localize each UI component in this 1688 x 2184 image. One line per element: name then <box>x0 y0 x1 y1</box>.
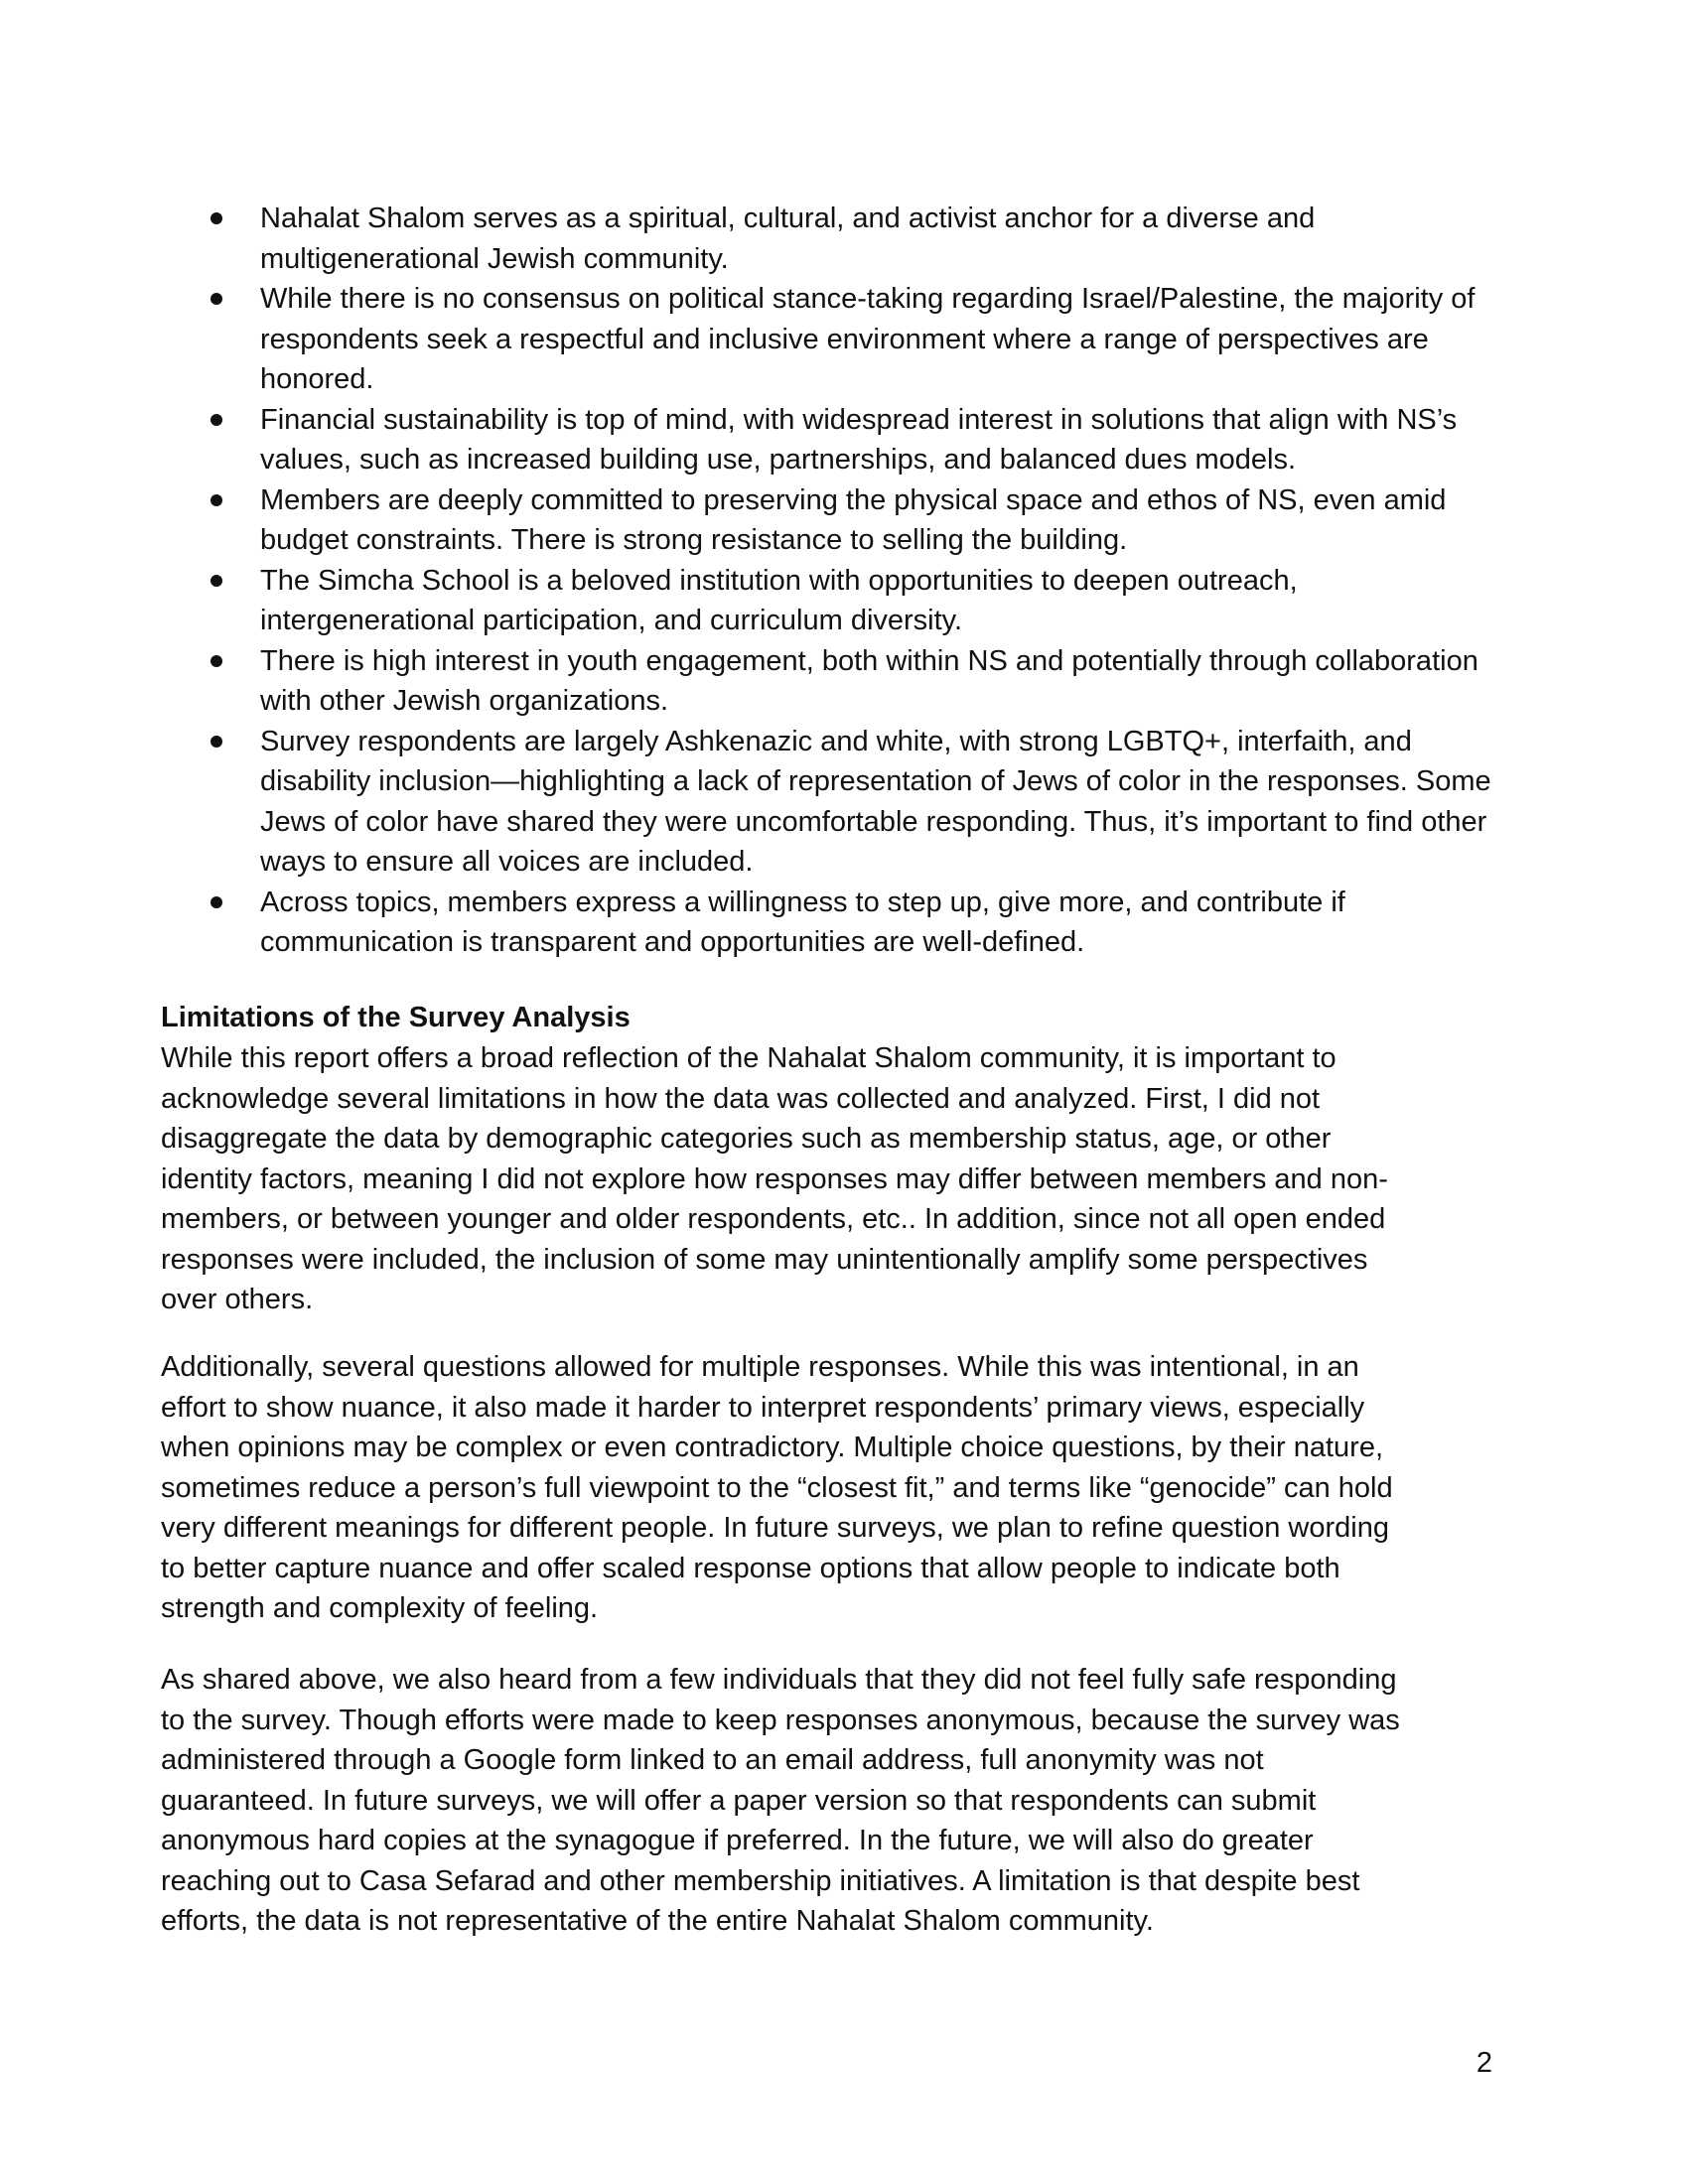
list-item-text: While there is no consensus on political stance-taking regarding Israel/Palestine, the majority of respondents seek a respectful and inclusive environment where a range of perspectives are honored. <box>260 283 1476 395</box>
bullet-icon <box>211 212 222 224</box>
list-item <box>161 883 1491 963</box>
key-findings-list <box>161 199 1491 963</box>
list-item <box>161 199 1491 279</box>
list-item <box>161 561 1491 641</box>
list-item-text: Survey respondents are largely Ashkenazic and white, with strong LGBTQ+, interfaith, and disability inclusion—highlighting a lack of representation of Jews of color in the responses. Some Jews of color have shared they were uncomfortable responding. Thus, it’s important to find other ways to ensure all voices are included. <box>260 725 1491 878</box>
bullet-icon <box>211 896 222 908</box>
limitations-paragraph-3: As shared above, we also heard from a few individuals that they did not feel fully safe responding to the survey. Though efforts were made to keep responses anonymous, because the survey was administered through a Google form linked to an email address, full anonymity was not guaranteed. In future surveys, we will offer a paper version so that respondents can submit anonymous hard copies at the synagogue if preferred. In the future, we will also do greater reaching out to Casa Sefarad and other membership initiatives. A limitation is that despite best efforts, the data is not representative of the entire Nahalat Shalom community. <box>161 1664 1400 1937</box>
bullet-icon <box>211 655 222 667</box>
list-item <box>161 279 1491 400</box>
list-item-text: The Simcha School is a beloved institution with opportunities to deepen outreach, intergenerational participation, and curriculum diversity. <box>260 564 1298 636</box>
bullet-icon <box>211 414 222 426</box>
page-number: 2 <box>1476 2047 1492 2079</box>
list-item <box>161 641 1491 722</box>
list-item-text: Across topics, members express a willingness to step up, give more, and contribute if communication is transparent and opportunities are well-defined. <box>260 886 1345 958</box>
list-item-text: Nahalat Shalom serves as a spiritual, cultural, and activist anchor for a diverse and multigenerational Jewish community. <box>260 203 1316 275</box>
bullet-icon <box>211 293 222 305</box>
list-item-text: Financial sustainability is top of mind, with widespread interest in solutions that align with NS’s values, such as increased building use, partnerships, and balanced dues models. <box>260 403 1458 476</box>
section-heading: Limitations of the Survey Analysis <box>161 1002 631 1033</box>
list-item <box>161 400 1491 480</box>
limitations-paragraph-2: Additionally, several questions allowed for multiple responses. While this was intentional, in an effort to show nuance, it also made it harder to interpret respondents’ primary views, especially when opinions may be complex or even contradictory. Multiple choice questions, by their nature, sometimes reduce a person’s full viewpoint to the “closest fit,” and terms like “genocide” can hold very different meanings for different people. In future surveys, we plan to refine question wording to better capture nuance and offer scaled response options that allow people to indicate both strength and complexity of feeling. <box>161 1351 1393 1624</box>
list-item-text: Members are deeply committed to preserving the physical space and ethos of NS, even amid budget constraints. There is strong resistance to selling the building. <box>260 483 1447 556</box>
bullet-icon <box>211 736 222 748</box>
bullet-icon <box>211 494 222 506</box>
bullet-icon <box>211 575 222 587</box>
list-item-text: There is high interest in youth engagement, both within NS and potentially through collaboration with other Jewish organizations. <box>260 644 1478 717</box>
limitations-paragraph-1: While this report offers a broad reflection of the Nahalat Shalom community, it is important to acknowledge several limitations in how the data was collected and analyzed. First, I did not disaggregate the data by demographic categories such as membership status, age, or other identity factors, meaning I did not explore how responses may differ between members and non-members, or between younger and older respondents, etc.. In addition, since not all open ended responses were included, the inclusion of some may unintentionally amplify some perspectives over others. <box>161 1042 1388 1315</box>
list-item <box>161 480 1491 561</box>
list-item <box>161 722 1491 883</box>
